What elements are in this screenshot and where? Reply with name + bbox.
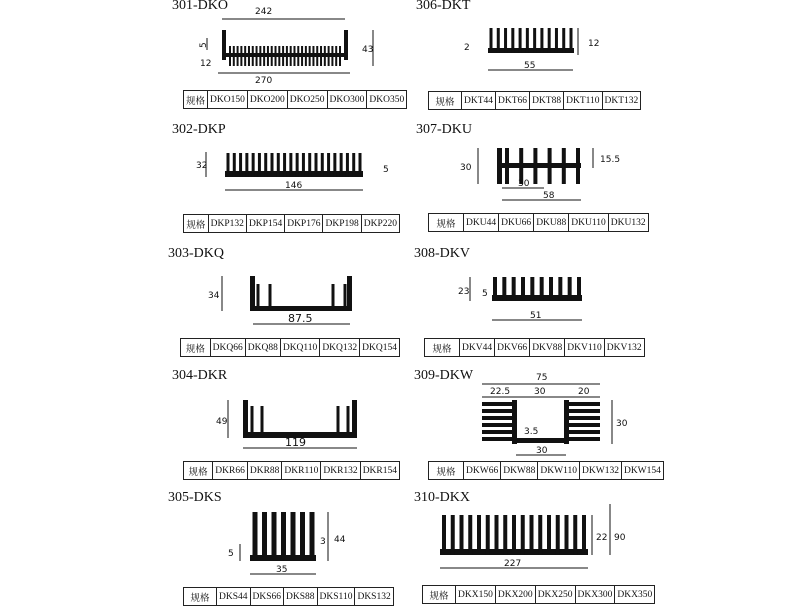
model-cell: DKU44 — [464, 214, 499, 232]
model-cell: DKS66 — [250, 588, 284, 606]
heatsink-drawing-dks — [0, 480, 400, 600]
fin — [277, 153, 280, 177]
svg-text:34: 34 — [208, 291, 220, 301]
model-cell: DKS88 — [284, 588, 318, 606]
fin — [237, 46, 239, 66]
fin — [482, 416, 512, 420]
fin — [577, 277, 581, 301]
fin — [269, 284, 272, 311]
model-cell: DKR154 — [360, 462, 399, 480]
fin — [519, 28, 522, 53]
panel-305-dks — [0, 480, 400, 604]
fin — [548, 148, 552, 184]
fin — [482, 402, 512, 406]
svg-text:30: 30 — [536, 446, 548, 456]
model-cell: DKW154 — [621, 462, 663, 480]
model-cell: DKW132 — [580, 462, 622, 480]
model-cell: DKX150 — [456, 586, 496, 604]
fin — [477, 515, 481, 555]
fin — [565, 515, 569, 555]
fin — [548, 28, 551, 53]
fin — [490, 28, 493, 53]
model-cell: DKT110 — [564, 92, 602, 110]
model-cell: DKQ132 — [320, 339, 360, 357]
fin — [289, 153, 292, 177]
fin — [540, 277, 544, 301]
model-cell: DKV44 — [460, 339, 495, 357]
fin — [482, 430, 512, 434]
svg-text:32: 32 — [196, 161, 208, 171]
svg-text:90: 90 — [614, 533, 626, 543]
model-cell: DKP132 — [208, 215, 246, 233]
model-cell: DKT88 — [530, 92, 564, 110]
fin — [530, 277, 534, 301]
fin — [521, 277, 525, 301]
panel-310-dkx — [400, 480, 800, 600]
model-cell: DKO250 — [287, 91, 327, 109]
svg-text:15.5: 15.5 — [600, 155, 621, 165]
fin — [253, 512, 258, 561]
dim-label: 242 — [255, 7, 273, 17]
svg-text:23: 23 — [458, 287, 470, 297]
spec-label: 规格 — [423, 586, 456, 604]
fin — [347, 406, 350, 438]
spec-label: 规格 — [184, 91, 208, 109]
fin — [558, 277, 562, 301]
fin — [282, 46, 284, 66]
model-cell: DKR110 — [282, 462, 321, 480]
panel-title: 306-DKT — [416, 0, 471, 13]
model-cell: DKW110 — [538, 462, 580, 480]
heatsink-drawing-dkx — [400, 480, 800, 600]
fin — [261, 406, 264, 438]
spec-table — [183, 587, 394, 606]
fin — [327, 153, 330, 177]
model-cell: DKT132 — [602, 92, 641, 110]
spec-label: 规格 — [429, 462, 464, 480]
fin — [281, 512, 286, 561]
panel-309-dkw — [400, 360, 800, 480]
svg-text:22.5: 22.5 — [490, 387, 511, 397]
spec-label: 规格 — [429, 214, 464, 232]
fin — [533, 28, 536, 53]
model-cell: DKW66 — [464, 462, 501, 480]
fin — [305, 46, 307, 66]
fin — [569, 430, 600, 434]
model-cell: DKP154 — [246, 215, 284, 233]
fin — [301, 46, 303, 66]
model-cell: DKU88 — [534, 214, 569, 232]
fin — [569, 409, 600, 413]
spec-table — [428, 461, 664, 480]
model-cell: DKQ110 — [280, 339, 319, 357]
svg-text:30: 30 — [616, 419, 628, 429]
fin — [486, 515, 490, 555]
fin — [252, 46, 254, 66]
fin — [442, 515, 446, 555]
model-cell: DKV132 — [604, 339, 644, 357]
fin — [290, 46, 292, 66]
model-cell: DKQ66 — [210, 339, 245, 357]
model-cell: DKX200 — [495, 586, 535, 604]
fin — [257, 284, 260, 311]
fin — [328, 46, 330, 66]
model-cell: DKX250 — [535, 586, 575, 604]
fin — [512, 515, 516, 555]
panel-title: 304-DKR — [172, 368, 228, 383]
svg-text:51: 51 — [530, 311, 542, 321]
fin — [333, 153, 336, 177]
fin — [511, 28, 514, 53]
panel-title: 302-DKP — [172, 122, 226, 137]
fin — [497, 28, 500, 53]
fin — [256, 46, 258, 66]
panel-307-dku — [400, 120, 800, 240]
model-cell: DKR88 — [247, 462, 282, 480]
fin — [244, 46, 246, 66]
panel-title: 310-DKX — [414, 490, 470, 505]
svg-text:87.5: 87.5 — [288, 312, 313, 325]
panel-title: 303-DKQ — [168, 246, 224, 261]
fin — [503, 515, 507, 555]
fin — [296, 153, 299, 177]
fin — [308, 153, 311, 177]
panel-304-dkr — [0, 360, 400, 480]
svg-text:43: 43 — [362, 45, 374, 55]
fin — [275, 46, 277, 66]
fin — [309, 46, 311, 66]
fin — [239, 153, 242, 177]
fin — [568, 277, 572, 301]
svg-text:30: 30 — [460, 163, 472, 173]
fin — [233, 46, 235, 66]
spec-table — [183, 214, 400, 233]
svg-text:58: 58 — [543, 191, 555, 201]
fin — [556, 515, 560, 555]
fin — [272, 512, 277, 561]
fin — [482, 437, 512, 441]
fin — [540, 28, 543, 53]
fin — [283, 153, 286, 177]
fin — [227, 153, 230, 177]
spec-label: 规格 — [184, 215, 209, 233]
fin — [264, 153, 267, 177]
fin — [300, 512, 305, 561]
fin — [521, 515, 525, 555]
fin — [502, 277, 506, 301]
model-cell: DKX350 — [615, 586, 655, 604]
fin — [262, 512, 267, 561]
fin — [482, 409, 512, 413]
model-cell: DKO150 — [208, 91, 248, 109]
fin — [321, 153, 324, 177]
model-cell: DKV88 — [530, 339, 565, 357]
fin — [569, 423, 600, 427]
model-cell: DKS110 — [317, 588, 355, 606]
svg-text:5: 5 — [199, 42, 209, 48]
fin — [248, 46, 250, 66]
fin — [312, 46, 314, 66]
fin — [302, 153, 305, 177]
model-cell: DKV110 — [565, 339, 604, 357]
svg-text:12: 12 — [588, 39, 600, 49]
svg-text:75: 75 — [536, 373, 548, 383]
svg-text:55: 55 — [524, 61, 536, 71]
panel-title: 307-DKU — [416, 122, 472, 137]
svg-text:3.5: 3.5 — [524, 427, 539, 437]
spec-table — [428, 213, 649, 232]
model-cell: DKR66 — [213, 462, 248, 480]
fin — [337, 406, 340, 438]
fin — [340, 153, 343, 177]
spec-label: 规格 — [429, 92, 462, 110]
panel-306-dkt — [400, 0, 800, 120]
fin — [271, 153, 274, 177]
fin — [252, 153, 255, 177]
fin — [555, 28, 558, 53]
svg-text:22: 22 — [596, 533, 608, 543]
model-cell: DKP198 — [323, 215, 361, 233]
model-cell: DKO200 — [247, 91, 287, 109]
fin — [320, 46, 322, 66]
model-cell: DKW88 — [501, 462, 538, 480]
fin — [468, 515, 472, 555]
svg-text:227: 227 — [504, 559, 522, 569]
svg-text:12: 12 — [200, 59, 212, 69]
model-cell: DKP176 — [285, 215, 323, 233]
fin — [324, 46, 326, 66]
fin — [229, 46, 231, 66]
fin — [573, 515, 577, 555]
model-cell: DKQ88 — [245, 339, 280, 357]
fin — [267, 46, 269, 66]
spec-label: 规格 — [184, 588, 217, 606]
fin — [570, 28, 573, 53]
fin — [493, 277, 497, 301]
fin — [315, 153, 318, 177]
fin — [359, 153, 362, 177]
spec-table — [180, 338, 400, 357]
model-cell: DKV66 — [495, 339, 530, 357]
panel-title: 305-DKS — [168, 490, 222, 505]
fin — [258, 153, 261, 177]
fin — [569, 402, 600, 406]
fin — [344, 284, 347, 311]
svg-text:20: 20 — [578, 387, 590, 397]
fin — [310, 512, 315, 561]
svg-text:5: 5 — [383, 165, 389, 175]
fin — [297, 46, 299, 66]
spec-table — [422, 585, 655, 604]
svg-text:270: 270 — [255, 76, 273, 86]
svg-text:2: 2 — [464, 43, 470, 53]
panel-title: 301-DKO — [172, 0, 228, 13]
fin — [251, 406, 254, 438]
model-cell: DKU132 — [608, 214, 648, 232]
fin — [569, 437, 600, 441]
fin — [331, 46, 333, 66]
model-cell: DKS44 — [217, 588, 251, 606]
panel-308-dkv — [400, 240, 800, 360]
fin — [291, 512, 296, 561]
fin — [245, 153, 248, 177]
fin — [504, 28, 507, 53]
model-cell: DKR132 — [321, 462, 360, 480]
panel-302-dkp — [0, 120, 400, 240]
fin — [582, 515, 586, 555]
fin — [562, 148, 566, 184]
svg-text:5: 5 — [228, 549, 234, 559]
fin — [271, 46, 273, 66]
panel-303-dkq — [0, 240, 400, 360]
fin — [316, 46, 318, 66]
fin — [335, 46, 337, 66]
svg-text:35: 35 — [276, 565, 288, 575]
fin — [346, 153, 349, 177]
fin — [547, 515, 551, 555]
svg-text:146: 146 — [285, 181, 303, 191]
fin — [352, 153, 355, 177]
spec-table — [428, 91, 641, 110]
fin — [505, 148, 509, 184]
model-cell: DKU66 — [499, 214, 534, 232]
panel-title: 308-DKV — [414, 246, 470, 261]
fin — [576, 148, 580, 184]
model-cell: DKT66 — [496, 92, 530, 110]
fin — [482, 423, 512, 427]
panel-301-dko — [0, 0, 405, 120]
svg-text:49: 49 — [216, 417, 228, 427]
fin — [533, 148, 537, 184]
svg-text:119: 119 — [285, 436, 306, 449]
fin — [569, 416, 600, 420]
fin — [339, 46, 341, 66]
svg-text:30: 30 — [518, 179, 530, 189]
spec-label: 规格 — [184, 462, 213, 480]
fin — [451, 515, 455, 555]
model-cell: DKX300 — [575, 586, 615, 604]
fin — [526, 28, 529, 53]
fin — [549, 277, 553, 301]
model-cell: DKS132 — [355, 588, 393, 606]
fin — [332, 284, 335, 311]
fin — [233, 153, 236, 177]
fin — [286, 46, 288, 66]
fin — [530, 515, 534, 555]
model-cell: DKO300 — [327, 91, 367, 109]
fin — [495, 515, 499, 555]
fin — [460, 515, 464, 555]
panel-title: 309-DKW — [414, 368, 474, 383]
spec-table — [424, 338, 645, 357]
svg-text:44: 44 — [334, 535, 346, 545]
fin — [562, 28, 565, 53]
fin — [293, 46, 295, 66]
model-cell: DKO350 — [367, 91, 407, 109]
model-cell: DKQ154 — [360, 339, 400, 357]
svg-text:30: 30 — [534, 387, 546, 397]
model-cell: DKP220 — [361, 215, 399, 233]
fin — [259, 46, 261, 66]
spec-table — [183, 461, 400, 480]
spec-label: 规格 — [425, 339, 460, 357]
fin — [263, 46, 265, 66]
spec-label: 规格 — [181, 339, 211, 357]
fin — [278, 46, 280, 66]
fin — [240, 46, 242, 66]
spec-table — [183, 90, 407, 109]
fin — [512, 277, 516, 301]
fin — [538, 515, 542, 555]
svg-text:5: 5 — [482, 289, 488, 299]
model-cell: DKU110 — [569, 214, 608, 232]
model-cell: DKT44 — [462, 92, 496, 110]
svg-text:3: 3 — [320, 537, 326, 547]
